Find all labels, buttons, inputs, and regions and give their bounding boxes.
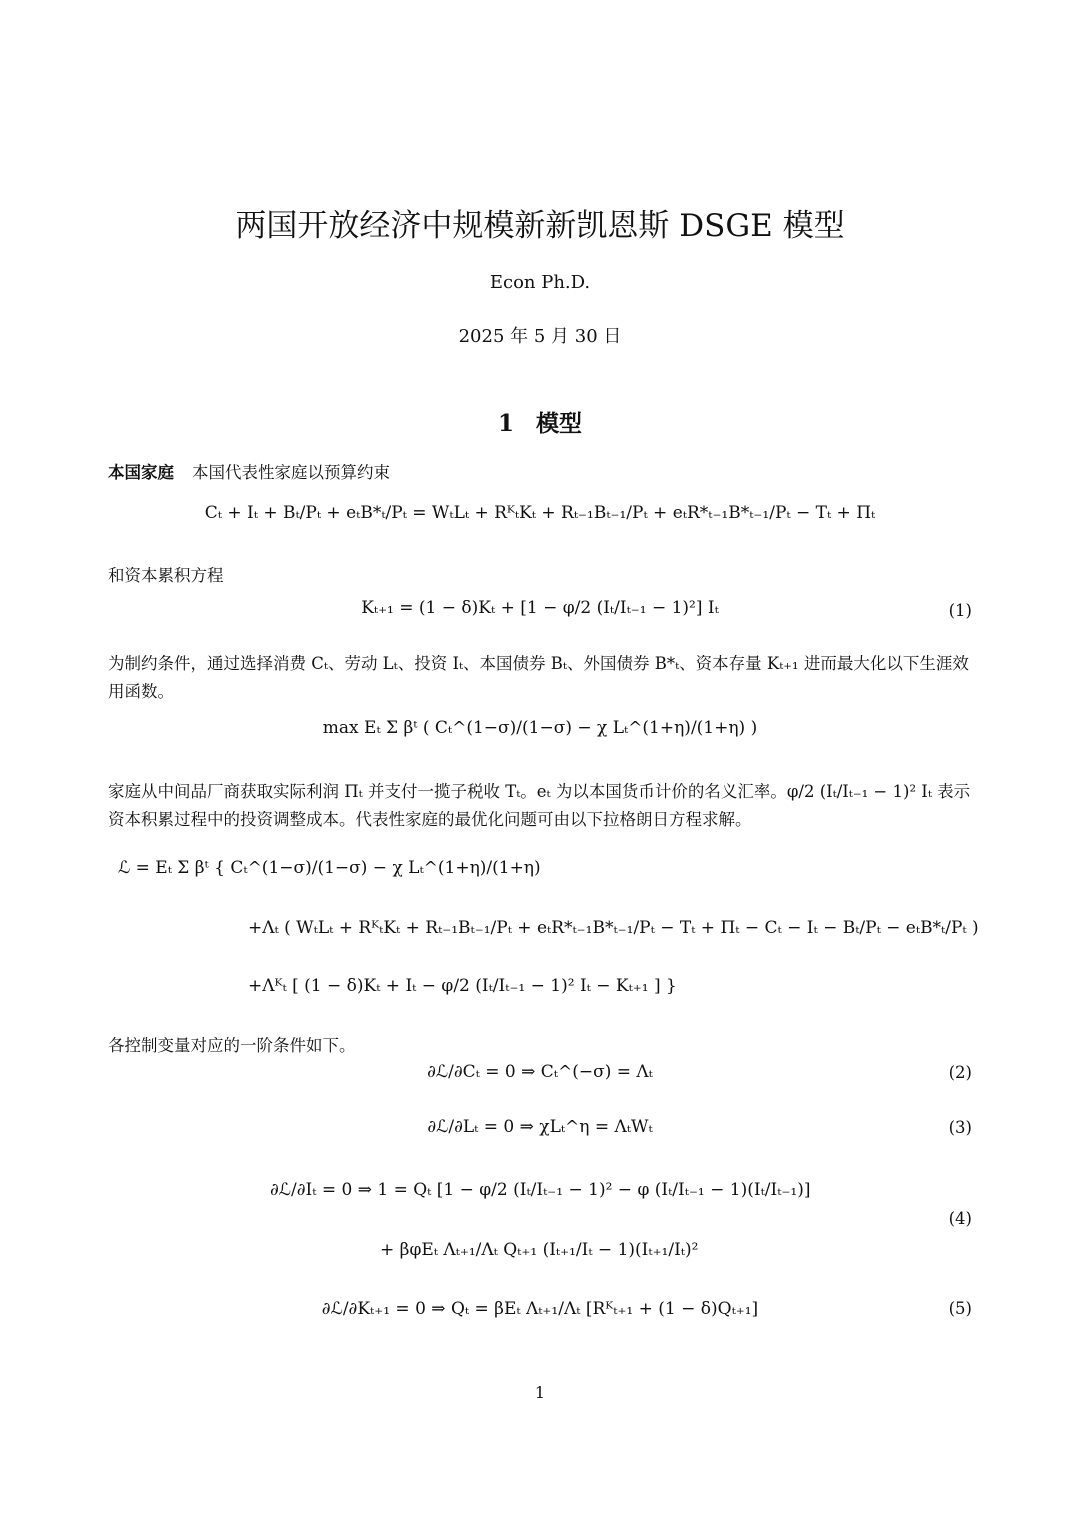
paragraph-p3: 为制约条件，通过选择消费 Cₜ、劳动 Lₜ、投资 Iₜ、本国债券 Bₜ、外国债券 B*ₜ、资本存量 Kₜ₊₁ 进而最大化以下生涯效用函数。: [108, 654, 969, 701]
foc-capital: ∂ℒ/∂Kₜ₊₁ = 0 ⇒ Qₜ = βEₜ Λₜ₊₁/Λₜ [Rᴷₜ₊₁ + (1 − δ)Qₜ₊₁]: [321, 1299, 759, 1319]
paragraph-p4: 家庭从中间品厂商获取实际利润 Πₜ 并支付一揽子税收 Tₜ。eₜ 为以本国货币计价的名义汇率。φ/2 (Iₜ/Iₜ₋₁ − 1)² Iₜ 表示资本积累过程中的投资调整成本。代表性家庭的最优化问题可由以下拉格朗日方程求解。: [108, 782, 971, 829]
household-heading: 本国家庭: [108, 463, 174, 482]
page-number: 1: [534, 1383, 546, 1402]
utility-equation: [0, 718, 1080, 738]
paragraph-household: [108, 459, 978, 487]
foc-investment-line-1: ∂ℒ/∂Iₜ = 0 ⇒ 1 = Qₜ [1 − φ/2 (Iₜ/Iₜ₋₁ − 1)² − φ (Iₜ/Iₜ₋₁ − 1)(Iₜ/Iₜ₋₁)]: [270, 1180, 811, 1200]
equation-number-3: (3): [948, 1118, 972, 1137]
capital-equation: [0, 598, 1080, 618]
paragraph-p2: 和资本累积方程: [108, 566, 224, 585]
budget-equation: [0, 503, 1080, 523]
capital-equation-text: Kₜ₊₁ = (1 − δ)Kₜ + [1 − φ/2 (Iₜ/Iₜ₋₁ − 1)²] Iₜ: [361, 598, 719, 618]
section-number: 1: [497, 410, 514, 437]
foc-consumption: ∂ℒ/∂Cₜ = 0 ⇒ Cₜ^(−σ) = Λₜ: [427, 1062, 653, 1082]
date: 2025 年 5 月 30 日: [458, 326, 622, 347]
foc-investment-line-2: + βφEₜ Λₜ₊₁/Λₜ Qₜ₊₁ (Iₜ₊₁/Iₜ − 1)(Iₜ₊₁/Iₜ)²: [380, 1240, 699, 1260]
equation-number-4: (4): [948, 1209, 972, 1228]
section-title: 模型: [536, 410, 582, 437]
paragraph-p5: 各控制变量对应的一阶条件如下。: [108, 1036, 356, 1055]
utility-equation-text: max Eₜ Σ βᵗ ( Cₜ^(1−σ)/(1−σ) − χ Lₜ^(1+η)/(1+η) ): [322, 718, 758, 738]
paper-title: 两国开放经济中规模新新凯恩斯 DSGE 模型: [235, 208, 845, 244]
lagrangian-line-1: ℒ = Eₜ Σ βᵗ { Cₜ^(1−σ)/(1−σ) − χ Lₜ^(1+η)/(1+η): [118, 858, 541, 878]
equation-number-5: (5): [948, 1299, 972, 1318]
foc-labor: ∂ℒ/∂Lₜ = 0 ⇒ χLₜ^η = ΛₜWₜ: [427, 1117, 653, 1137]
equation-number-2: (2): [948, 1063, 972, 1082]
section-heading: [0, 405, 1080, 438]
author: Econ Ph.D.: [489, 272, 591, 293]
lagrangian-line-2: +Λₜ ( WₜLₜ + RᴷₜKₜ + Rₜ₋₁Bₜ₋₁/Pₜ + eₜR*ₜ₋₁B*ₜ₋₁/Pₜ − Tₜ + Πₜ − Cₜ − Iₜ − Bₜ/Pₜ − eₜB*ₜ/Pₜ ): [248, 918, 979, 938]
equation-number-1: (1): [948, 601, 972, 620]
lagrangian-line-3: +Λᴷₜ [ (1 − δ)Kₜ + Iₜ − φ/2 (Iₜ/Iₜ₋₁ − 1)² Iₜ − Kₜ₊₁ ] }: [248, 976, 677, 996]
paragraph-p1: 本国代表性家庭以预算约束: [192, 463, 390, 482]
budget-equation-text: Cₜ + Iₜ + Bₜ/Pₜ + eₜB*ₜ/Pₜ = WₜLₜ + RᴷₜKₜ + Rₜ₋₁Bₜ₋₁/Pₜ + eₜR*ₜ₋₁B*ₜ₋₁/Pₜ − Tₜ + Πₜ: [204, 503, 876, 523]
